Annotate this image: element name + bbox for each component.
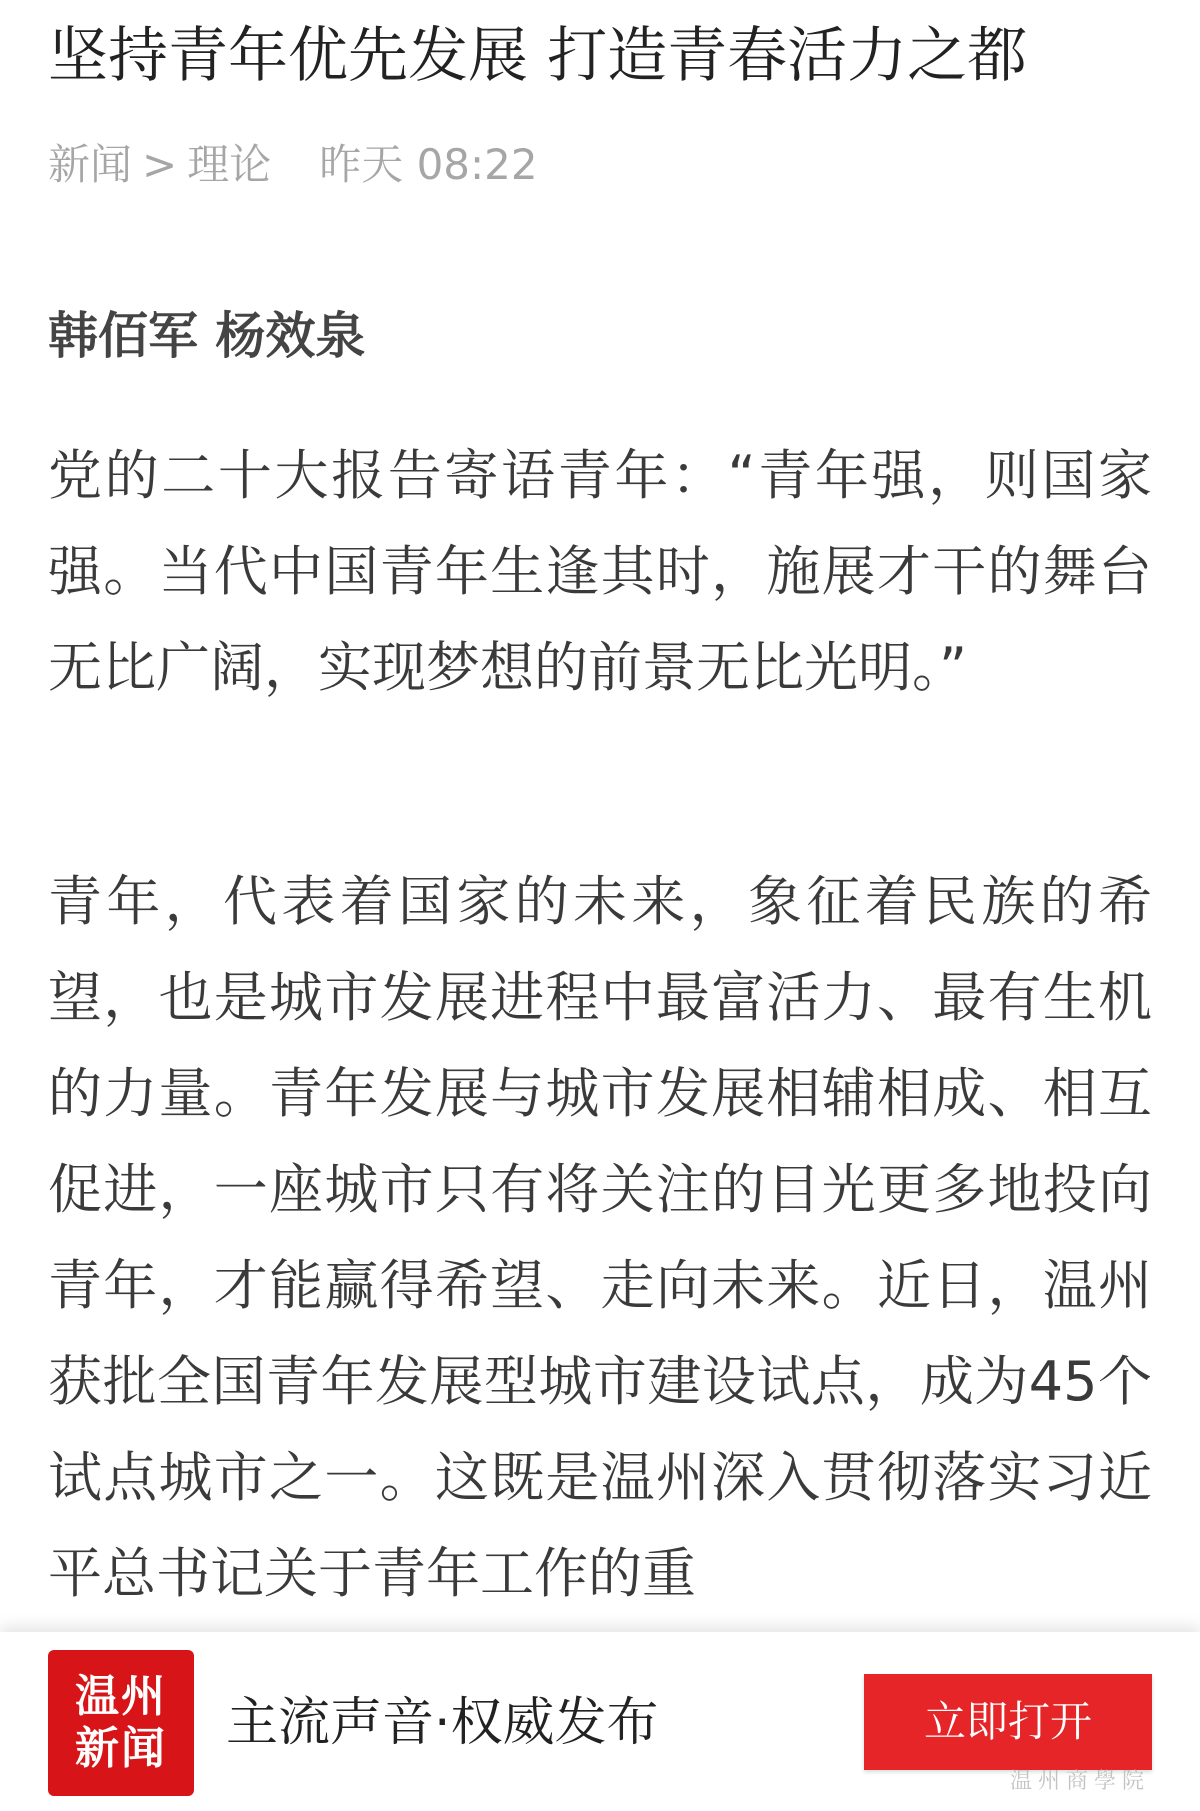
breadcrumb-category[interactable]: 理论 <box>187 140 272 189</box>
article-authors: 韩佰军 杨效泉 <box>48 307 366 365</box>
breadcrumb-separator: > <box>142 140 178 189</box>
wenzhou-news-logo[interactable] <box>48 1650 194 1796</box>
article-title: 坚持青年优先发展 打造青春活力之都 <box>48 21 1028 91</box>
watermark: 温州商學院 <box>1010 1769 1151 1794</box>
publish-time: 昨天 08:22 <box>319 140 538 189</box>
logo-text-line1: 温州 <box>75 1671 167 1722</box>
open-app-button[interactable]: 立即打开 <box>864 1674 1152 1770</box>
banner-slogan: 主流声音·权威发布 <box>226 1693 659 1753</box>
article-paragraph: 党的二十大报告寄语青年：“青年强，则国家强。当代中国青年生逢其时，施展才干的舞台无比广阔，实现梦想的前景无比光明。” <box>48 444 1152 699</box>
article-meta <box>48 138 538 192</box>
breadcrumb-section[interactable]: 新闻 <box>48 140 133 189</box>
logo-text-line2: 新闻 <box>75 1723 167 1774</box>
article-paragraph: 青年，代表着国家的未来，象征着民族的希望，也是城市发展进程中最富活力、最有生机的力量。青年发展与城市发展相辅相成、相互促进，一座城市只有将关注的目光更多地投向青年，才能赢得希望、走向未来。近日，温州获批全国青年发展型城市建设试点，成为45个试点城市之一。这既是温州深入贯彻落实习近平总书记关于青年工作的重 <box>48 870 1152 1605</box>
